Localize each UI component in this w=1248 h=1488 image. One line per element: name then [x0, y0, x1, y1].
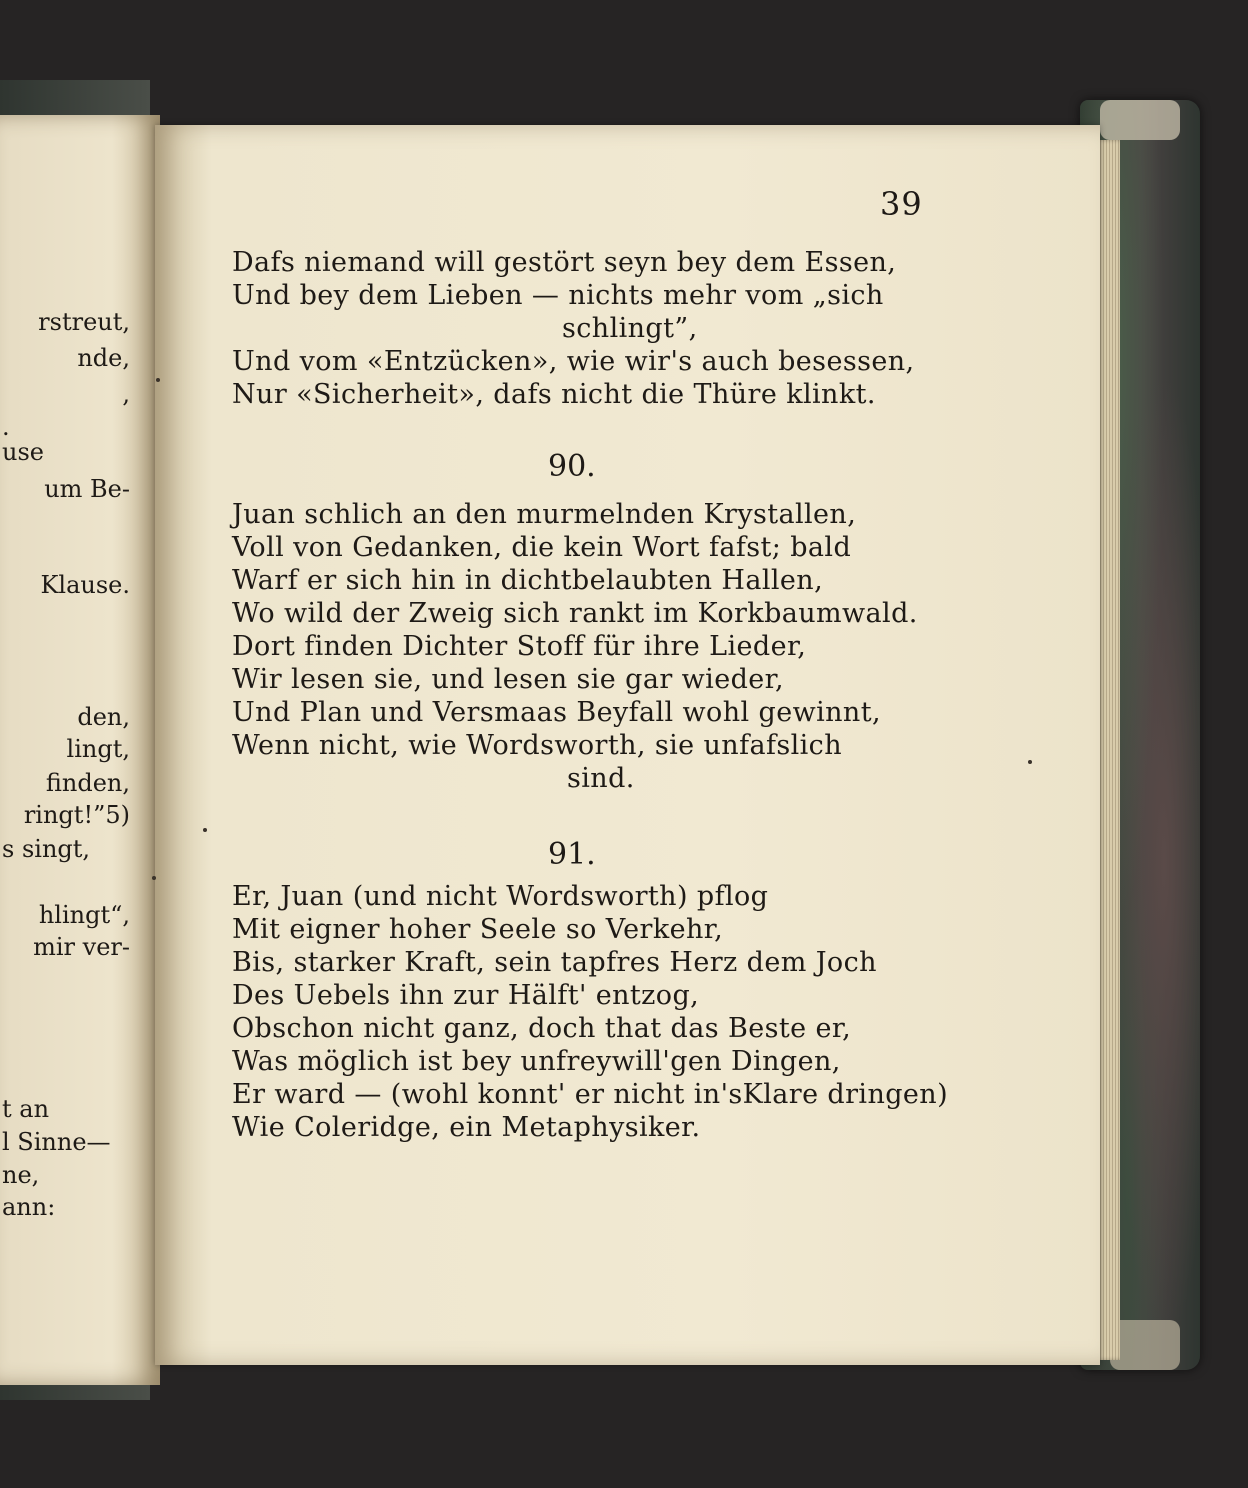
verse-line: Wie Coleridge, ein Metaphysiker.	[232, 1112, 701, 1143]
left-fragment: mir ver-	[33, 933, 130, 961]
paper-speck	[156, 378, 160, 382]
verse-line: Bis, starker Kraft, sein tapfres Herz dem Joch	[232, 947, 877, 978]
verse-line: Dafs niemand will gestört seyn bey dem Essen,	[232, 247, 897, 278]
verse-line: Was möglich ist bey unfreywill'gen Dingen,	[232, 1046, 841, 1077]
worn-cover-corner-bottom	[1110, 1320, 1180, 1370]
verse-line: Und bey dem Lieben — nichts mehr vom „sich	[232, 280, 884, 311]
left-fragment: lingt,	[66, 735, 130, 763]
verse-line: schlingt”,	[562, 313, 698, 344]
left-fragment: um Be-	[44, 475, 130, 503]
verse-line: Wir lesen sie, und lesen sie gar wieder,	[232, 664, 784, 695]
left-fragment: .	[2, 413, 10, 441]
left-fragment: ann:	[2, 1193, 56, 1221]
verse-line: sind.	[567, 763, 635, 794]
left-fragment: Klause.	[40, 571, 130, 599]
verse-line: Warf er sich hin in dichtbelaubten Hallen,	[232, 565, 824, 596]
left-fragment: hlingt“,	[38, 901, 130, 929]
left-fragment: finden,	[45, 769, 130, 797]
verse-line: Mit eigner hoher Seele so Verkehr,	[232, 914, 724, 945]
stanza-top	[232, 246, 942, 411]
stanza-number-90: 90.	[548, 449, 596, 484]
left-fragment: l Sinne—	[2, 1128, 111, 1156]
left-fragment: s singt,	[2, 835, 91, 863]
verse-line: Und vom «Entzücken», wie wir's auch besessen,	[232, 346, 915, 377]
verse-line: Obschon nicht ganz, doch that das Beste er,	[232, 1013, 852, 1044]
verse-line: Er ward — (wohl konnt' er nicht in'sKlare dringen)	[232, 1079, 949, 1110]
paper-speck	[203, 828, 207, 832]
verse-line: Wo wild der Zweig sich rankt im Korkbaumwald.	[232, 598, 918, 629]
stanza-91	[232, 880, 949, 1144]
left-fragment: ne,	[2, 1161, 40, 1189]
left-fragment: rstreut,	[38, 308, 130, 336]
stanza-number-91: 91.	[548, 837, 596, 872]
verse-line: Nur «Sicherheit», dafs nicht die Thüre klinkt.	[232, 379, 876, 410]
left-fragment: den,	[77, 703, 130, 731]
verse-line: Des Uebels ihn zur Hälft' entzog,	[232, 980, 700, 1011]
paper-speck	[152, 876, 156, 880]
paper-speck	[1028, 760, 1032, 764]
verse-line: Er, Juan (und nicht Wordsworth) pflog	[232, 881, 769, 912]
left-fragment: ,	[122, 380, 130, 408]
verse-line: Juan schlich an den murmelnden Krystallen,	[232, 499, 857, 530]
page-edges	[1098, 140, 1120, 1360]
left-fragment: ringt!”5)	[23, 801, 130, 829]
page-number: 39	[880, 185, 923, 223]
left-fragment: use	[2, 438, 44, 466]
left-fragment: t an	[2, 1095, 50, 1123]
worn-cover-corner-top	[1100, 100, 1180, 140]
left-fragment: nde,	[77, 344, 130, 372]
left-page	[0, 115, 160, 1385]
stanza-90	[232, 498, 942, 795]
verse-line: Voll von Gedanken, die kein Wort fafst; bald	[232, 532, 852, 563]
verse-line: Wenn nicht, wie Wordsworth, sie unfafslich	[232, 730, 842, 761]
verse-line: Und Plan und Versmaas Beyfall wohl gewinnt,	[232, 697, 881, 728]
verse-line: Dort finden Dichter Stoff für ihre Lieder,	[232, 631, 807, 662]
